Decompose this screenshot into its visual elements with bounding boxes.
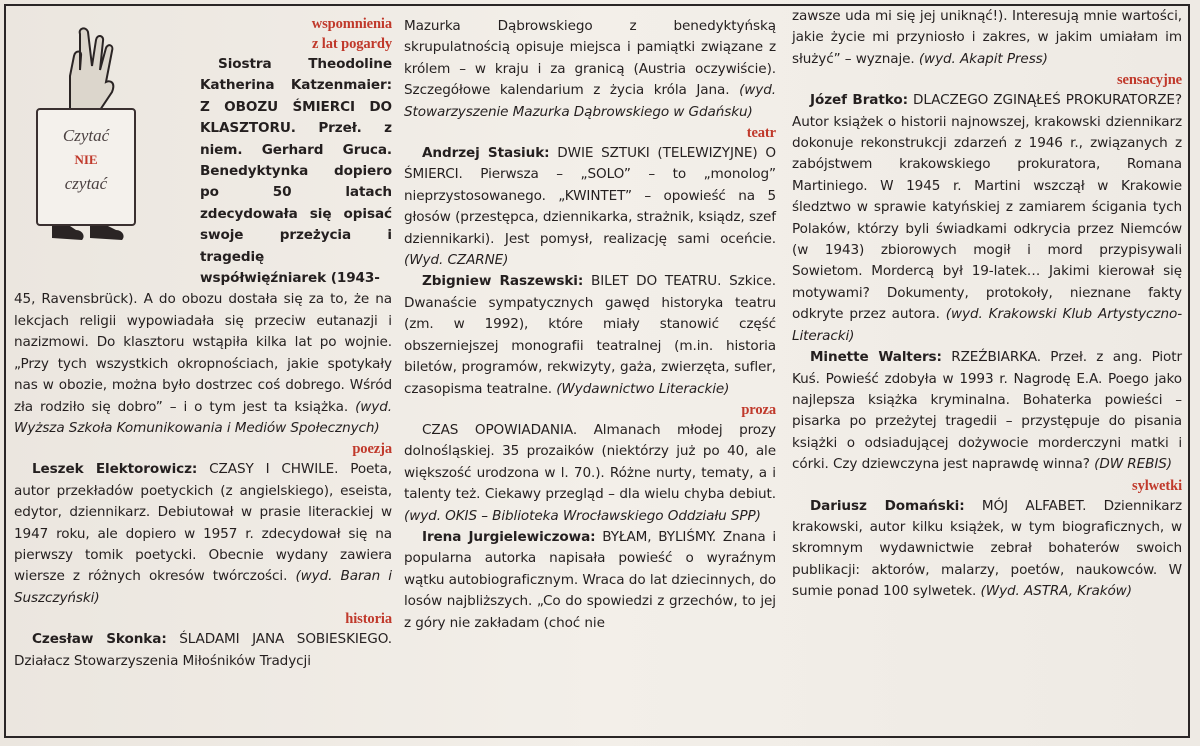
entry-katzenmaier-cont: 45, Ravensbrück). A do obozu dostała się za to, że na lekcjach religii wypowiadała się przeciw eutanazji i nazizmowi. Do klasztoru wstąpiła kilka lat po wojnie. „Przy tych wszystkich okropnościach, jakie spotykały nas w obozie, można było dostrzec coś dobrego. Wśród zła rodziło się dobro” – i o tym jest ta książka.	[14, 291, 392, 415]
logo-line2: NIE	[74, 152, 98, 167]
entry-skonka-text: ŚLADAMI JANA SOBIESKIEGO. Działacz Stowarzyszenia Miłośników Tradycji	[14, 631, 392, 669]
entry-katzenmaier-b	[14, 289, 392, 439]
entry-jurgielewiczowa-text: BYŁAM, BYLIŚMY. Znana i popularna autorka napisała powieść o wyraźnym wątku autobiograficznym. Wraca do lat dziecinnych, do losów najbliższych. „Co do spowiedzi z grzechów, to jej z góry nie zakładam (choć nie	[404, 528, 776, 631]
entry-skonka-cont-text: Mazurka Dąbrowskiego z benedyktyńską skrupulatnością opisuje miejsca i pamiątki związane z królem – w kraju i za granicą (Austria oczywiście). Szczegółowe kalendarium z życia króla Jana.	[404, 18, 776, 99]
publisher-stasiuk: (Wyd. CZARNE)	[404, 252, 509, 269]
publisher-okis: (wyd. OKIS – Biblioteka Wrocławskiego Oddziału SPP)	[404, 507, 761, 524]
entry-bratko-text: DLACZEGO ZGINĄŁEŚ PROKURATORZE? Autor książek o historii najnowszej, krakowski dziennikarz dokonuje rekonstrukcji zdarzeń z 1946 r., związanych z zabójstwem krakowskiego prokuratora, Romana Martiniego. W 1945 r. Martini wszczął w Krakowie śledztwo w sprawie katyńskiej z zamiarem ścigania tych Polaków, którzy byli świadkami odkrycia przez Niemców (w 1943) zbiorowych mogił i mord przypisywali Sowietom. Mordercą był 19-latek… Jakimi kierował się motywami? Dokumenty, protokoły, nieznane fakty odkryte przez autora.	[792, 92, 1183, 323]
entry-raszewski-text: BILET DO TEATRU. Szkice. Dwanaście sympatycznych gawęd historyka teatru (zm. w 1992), które miały stanowić część obszerniejszej monografii teatralnej (m.in. historia biletów, programów, rekwizyty, gaża, zwierzęta, sufler, czasopisma teatralne.	[404, 273, 777, 397]
publisher-kkal: (wyd. Krakowski Klub Artystyczno-Literacki)	[792, 306, 1182, 344]
section-proza: proza	[741, 401, 776, 418]
entry-jurgielewiczowa-cont	[792, 6, 1182, 70]
entry-jurgielewiczowa-cont-text: zawsze uda mi się jej uniknąć!). Interesują mnie wartości, jakie życie mi przyniosło i zakres, w jakim umiałam im służyć” – wyznaje.	[792, 8, 1182, 67]
section-z-lat-pogardy: z lat pogardy	[311, 36, 392, 52]
author-bratko: Józef Bratko:	[810, 92, 908, 109]
entry-skonka-cont	[404, 16, 776, 123]
section-teatr: teatr	[746, 125, 776, 142]
publisher-astra: (Wyd. ASTRA, Kraków)	[980, 583, 1132, 600]
entry-elektorowicz	[14, 459, 392, 609]
author-jurgielewiczowa: Irena Jurgielewiczowa:	[422, 528, 596, 545]
section-sensacyjne: sensacyjne	[1116, 72, 1182, 89]
section-wspomnienia: wspomnienia	[311, 16, 392, 32]
publisher-akapit: (wyd. Akapit Press)	[918, 50, 1048, 67]
author-stasiuk: Andrzej Stasiuk:	[422, 145, 550, 162]
col1-wrapped-block	[200, 14, 392, 289]
publisher-skonka: (wyd. Stowarzyszenie Mazurka Dąbrowskiego w Gdańsku)	[404, 82, 776, 120]
entry-walters	[792, 347, 1182, 475]
entry-elektorowicz-text: CZASY I CHWILE. Poeta, autor przekładów poetyckich (z angielskiego), eseista, edytor, dziennikarz. Debiutował w prasie literackiej w 1947 roku, ale dopiero w 1957 r. zdecydował się na pierwszy tomik poetycki. Obecnie wydany zawiera wiersze z różnych okresów twórczości.	[14, 461, 392, 585]
publisher-katzenmaier: (wyd. Wyższa Szkoła Komunikowania i Mediów Społecznych)	[14, 398, 392, 436]
section-poezja: poezja	[352, 441, 392, 458]
entry-skonka	[14, 629, 392, 672]
section-sylwetki: sylwetki	[1132, 477, 1182, 494]
section-historia: historia	[345, 611, 392, 628]
entry-domanski-text: MÓJ ALFABET. Dziennikarz krakowski, autor kilku książek, w tym biograficznych, w skromnym wydawnictwie zebrał bohaterów swoich publikacji: aktorów, malarzy, poetów, naukowców. W sumie ponad 100 sylwetek.	[792, 497, 1182, 600]
entry-domanski	[792, 496, 1182, 603]
logo-line3: czytać	[64, 174, 108, 193]
author-raszewski: Zbigniew Raszewski:	[422, 273, 584, 290]
entry-bratko	[792, 90, 1182, 347]
entry-stasiuk-text: DWIE SZTUKI (TELEWIZYJNE) O ŚMIERCI. Pierwsza – „SOLO” – to „monolog” nieprzystosowanego. „KWINTET” – opowieść na 5 głosów (przestępca, dziennikarka, strażnik, ksiądz, szef dziennikarki). Jest pomysł, realizację sami oceńcie.	[404, 145, 776, 247]
logo-line1: Czytać	[62, 126, 110, 145]
publisher-raszewski: (Wydawnictwo Literackie)	[556, 380, 730, 397]
entry-czas-opowiadania	[404, 420, 776, 527]
publisher-elektorowicz: (wyd. Baran i Suszczyński)	[14, 568, 392, 606]
author-domanski: Dariusz Domański:	[810, 497, 965, 514]
entry-stasiuk	[404, 143, 776, 271]
entry-jurgielewiczowa	[404, 527, 776, 634]
author-walters: Minette Walters:	[810, 349, 942, 366]
publisher-rebis: (DW REBIS)	[1094, 456, 1172, 473]
entry-katzenmaier-text: Siostra Theodoline Katherina Katzenmaier: Z OBOZU ŚMIERCI DO KLASZTORU. Przeł. z niem. Gerhard Gruca. Benedyktynka dopiero po 50 latach zdecydowała się opisać swoje przeżycia i tragedię współwięźniarek (1943-	[200, 56, 392, 287]
author-elektorowicz: Leszek Elektorowicz:	[32, 461, 198, 478]
entry-katzenmaier-a	[200, 54, 392, 289]
column-1	[14, 14, 392, 672]
column-3	[792, 6, 1182, 603]
author-skonka: Czesław Skonka:	[32, 631, 167, 648]
entry-czas-opowiadania-text: CZAS OPOWIADANIA. Almanach młodej prozy dolnośląskiej. 35 prozaików (niektórzy już po 40, ale większość urodzona w l. 70.). Różne nurty, tematy, a i talenty też. Ciekawy przegląd – dla wielu chyba debiut.	[404, 421, 776, 503]
column-2	[404, 16, 776, 634]
entry-raszewski	[404, 271, 776, 399]
entry-walters-text: RZEŹBIARKA. Przeł. z ang. Piotr Kuś. Powieść zdobyła w 1993 r. Nagrodę E.A. Poego jako najlepsza książka kryminalna. Bohaterka powieści – pisarka po przeżytej tragedii – przystępuje do pisania książki o odsiadującej dożywocie morderczyni matki i córki. Czy dziewczyna jest naprawdę winna?	[792, 349, 1182, 473]
